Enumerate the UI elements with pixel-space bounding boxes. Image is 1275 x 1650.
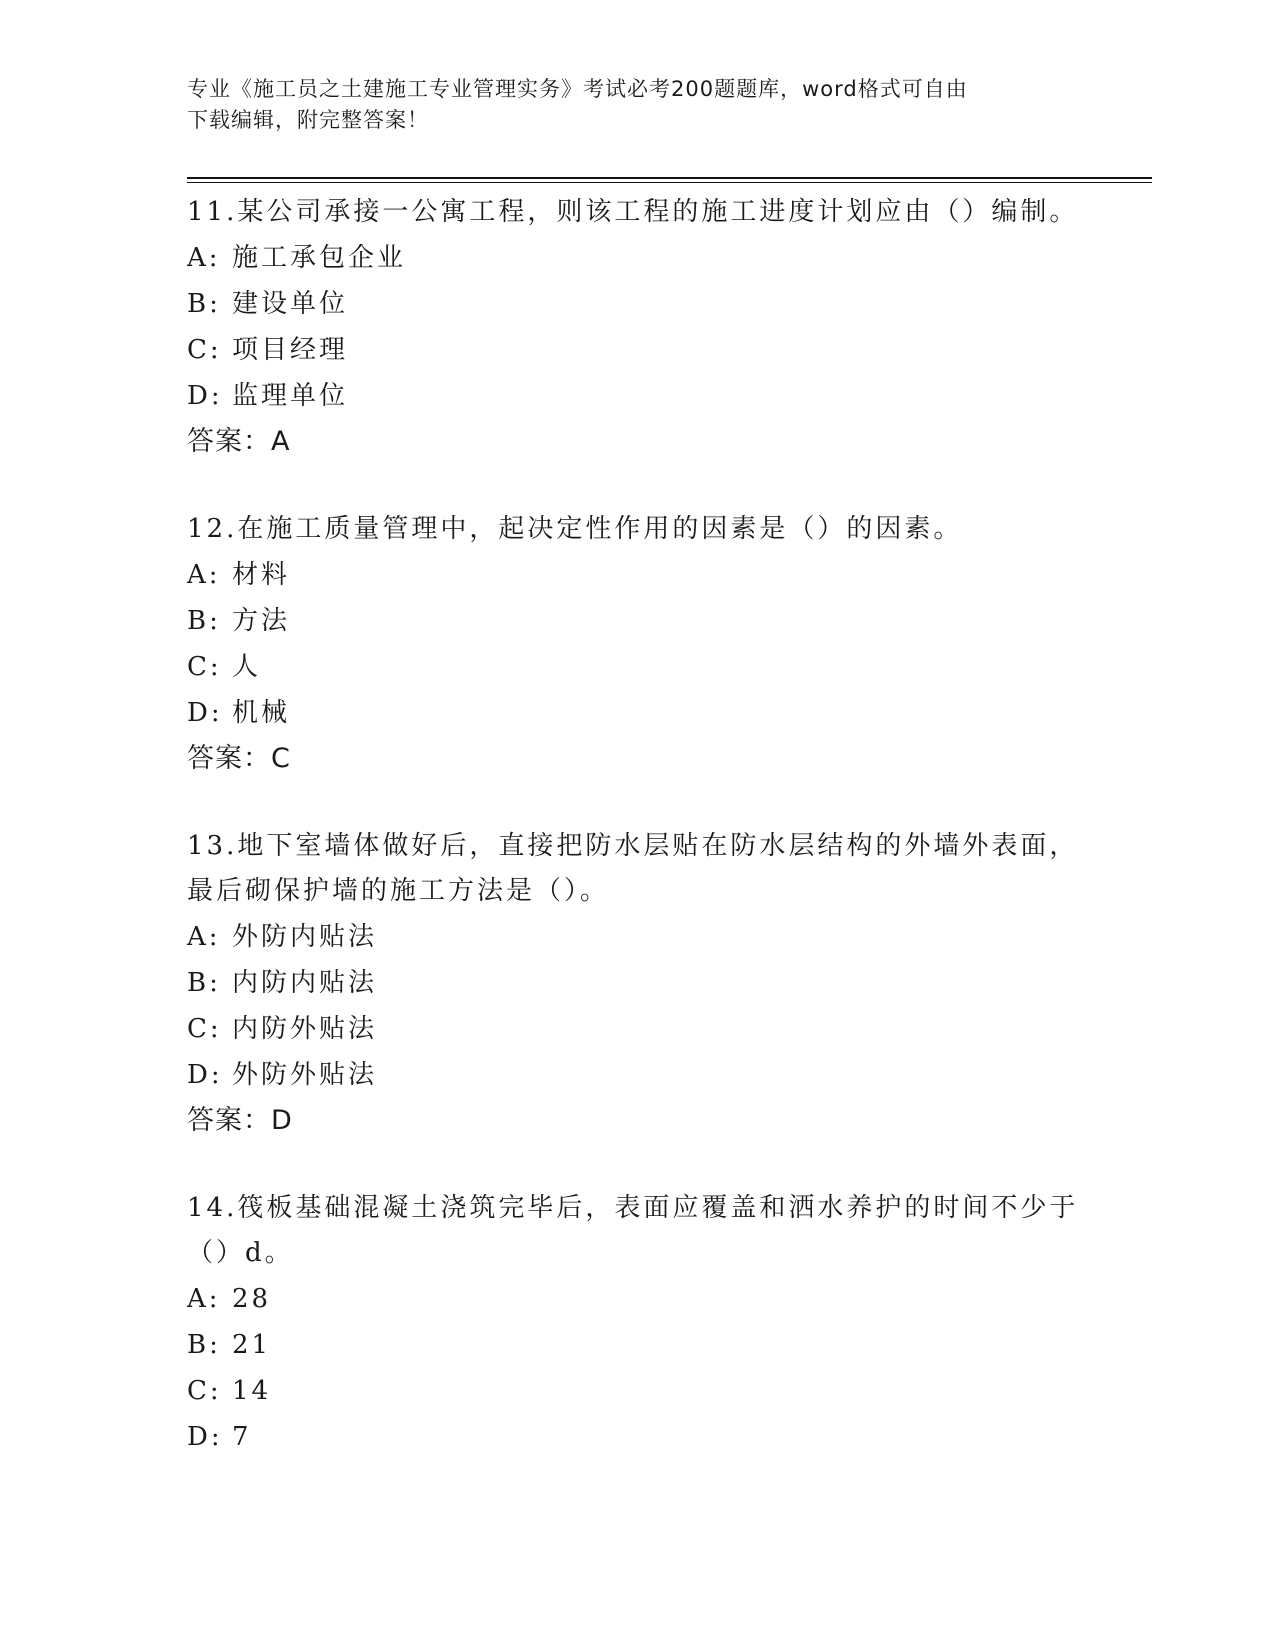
- header-line-2: 下载编辑，附完整答案！: [187, 108, 429, 132]
- option-letter: C:: [187, 1014, 222, 1044]
- question-block: [187, 507, 1087, 782]
- header-divider-thin: [187, 182, 1152, 183]
- option-letter: C:: [187, 1376, 222, 1406]
- question-block: [187, 190, 1087, 465]
- answer-option: [187, 1276, 1087, 1322]
- option-letter: B:: [187, 289, 221, 319]
- answer-key: 答案：C: [187, 743, 291, 774]
- question-stem-line: 14.筏板基础混凝土浇筑完毕后，表面应覆盖和洒水养护的时间不少于: [187, 1193, 1079, 1223]
- header-divider-thick: [187, 177, 1152, 179]
- option-text: 项目经理: [232, 335, 349, 365]
- option-letter: B:: [187, 968, 221, 998]
- option-text: 材料: [232, 560, 291, 590]
- answer-key: 答案：D: [187, 1105, 293, 1136]
- answer-option: [187, 327, 1087, 373]
- question-stem-line: 11.某公司承接一公寓工程，则该工程的施工进度计划应由（）编制。: [187, 197, 1079, 227]
- question-block: [187, 824, 1087, 1144]
- question-stem-line: 最后砌保护墙的施工方法是（）。: [187, 876, 610, 906]
- answer-option: [187, 1414, 1087, 1460]
- answer-key: 答案：A: [187, 426, 291, 457]
- answer-option: [187, 1322, 1087, 1368]
- question-block: [187, 1186, 1087, 1460]
- option-letter: D:: [187, 1422, 223, 1452]
- option-text: 28: [232, 1284, 272, 1314]
- option-letter: D:: [187, 698, 223, 728]
- answer-option: [187, 281, 1087, 327]
- option-letter: A:: [187, 243, 221, 273]
- answer-option: [187, 373, 1087, 419]
- option-text: 外防内贴法: [232, 922, 378, 952]
- answer-option: [187, 644, 1087, 690]
- header-line-1: 专业《施工员之土建施工专业管理实务》考试必考200题题库，word格式可自由: [187, 77, 968, 101]
- option-text: 21: [232, 1330, 272, 1360]
- option-letter: D:: [187, 1060, 223, 1090]
- question-stem-line: （）d。: [187, 1238, 294, 1268]
- answer-option: [187, 960, 1087, 1006]
- option-letter: C:: [187, 335, 222, 365]
- option-letter: A:: [187, 560, 221, 590]
- answer-option: [187, 1052, 1087, 1098]
- option-text: 内防外贴法: [232, 1014, 378, 1044]
- option-text: 外防外贴法: [232, 1060, 378, 1090]
- option-letter: A:: [187, 1284, 221, 1314]
- option-text: 14: [232, 1376, 272, 1406]
- option-letter: C:: [187, 652, 222, 682]
- option-text: 7: [232, 1422, 252, 1452]
- option-letter: D:: [187, 381, 223, 411]
- option-text: 监理单位: [232, 381, 349, 411]
- document-header: [187, 74, 1087, 136]
- option-text: 建设单位: [232, 289, 349, 319]
- answer-option: [187, 690, 1087, 736]
- option-letter: A:: [187, 922, 221, 952]
- answer-option: [187, 1368, 1087, 1414]
- option-text: 内防内贴法: [232, 968, 378, 998]
- answer-option: [187, 552, 1087, 598]
- option-text: 方法: [232, 606, 291, 636]
- option-text: 机械: [232, 698, 291, 728]
- answer-option: [187, 598, 1087, 644]
- question-stem-line: 13.地下室墙体做好后，直接把防水层贴在防水层结构的外墙外表面，: [187, 831, 1079, 861]
- answer-option: [187, 1006, 1087, 1052]
- answer-option: [187, 914, 1087, 960]
- option-text: 人: [232, 652, 262, 682]
- answer-option: [187, 235, 1087, 281]
- option-letter: B:: [187, 606, 221, 636]
- question-list: [187, 190, 1087, 1502]
- option-letter: B:: [187, 1330, 221, 1360]
- question-stem-line: 12.在施工质量管理中，起决定性作用的因素是（）的因素。: [187, 514, 963, 544]
- option-text: 施工承包企业: [232, 243, 407, 273]
